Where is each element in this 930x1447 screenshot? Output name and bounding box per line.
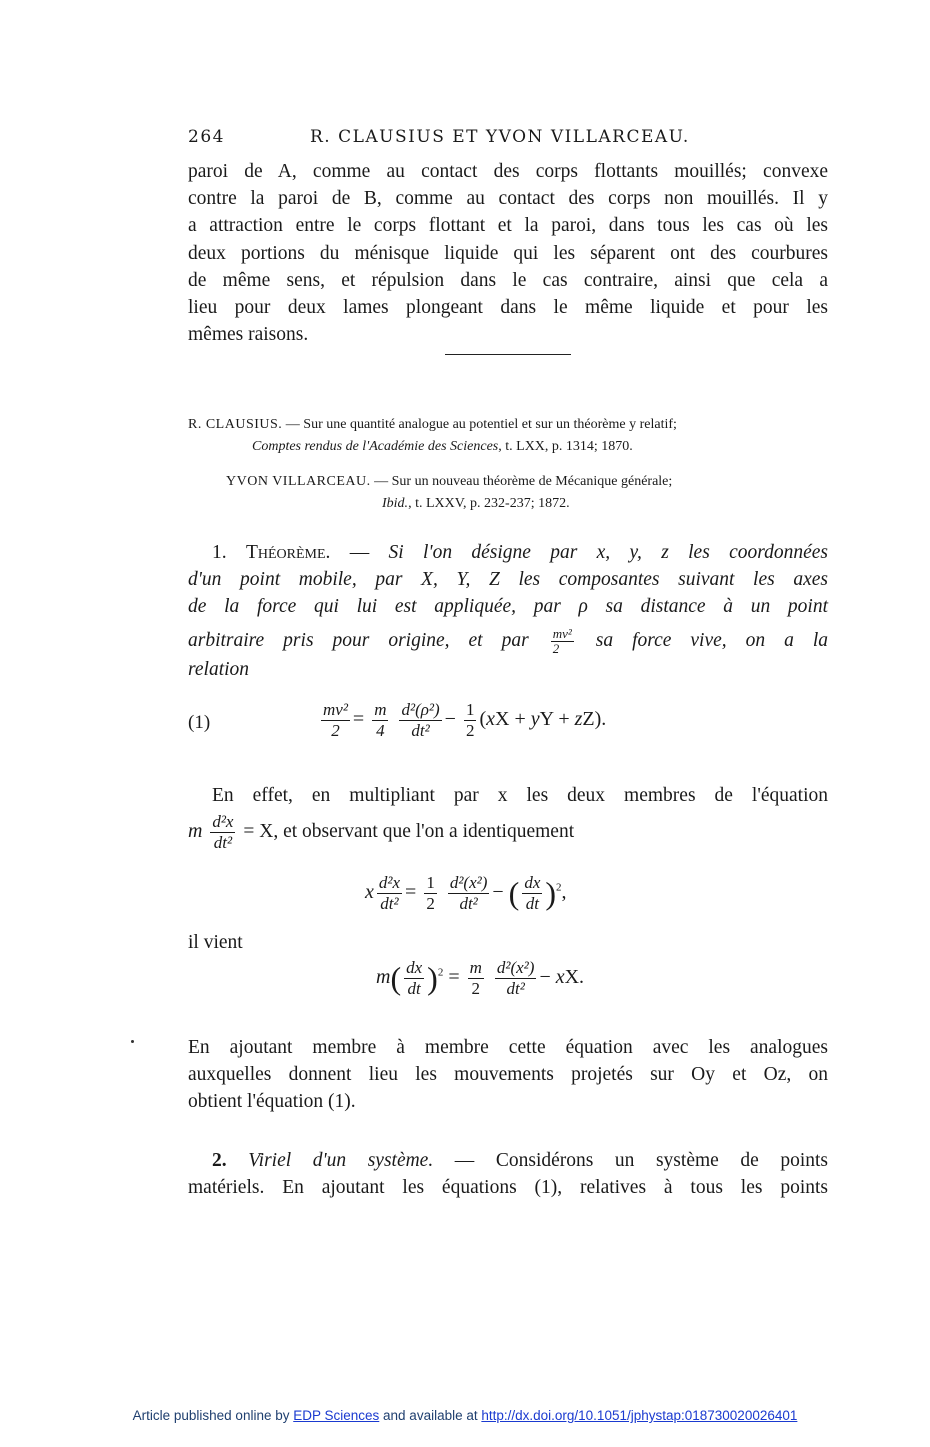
- ref-author: YVON VILLARCEAU.: [226, 474, 371, 489]
- footer-prefix: Article published online by: [132, 1408, 294, 1423]
- section-title: Viriel d'un système.: [248, 1150, 434, 1171]
- footer-middle: and available at: [379, 1408, 482, 1423]
- paragraph-sum: [188, 1034, 828, 1116]
- theorem-label: Théorème.: [245, 542, 331, 563]
- theorem-dash: —: [330, 542, 370, 563]
- publisher-link[interactable]: EDP Sciences: [293, 1408, 380, 1423]
- ref-details: , t. LXX, p. 1314; 1870.: [498, 439, 633, 454]
- il-vient: il vient: [188, 932, 243, 953]
- ref-journal: Comptes rendus de l'Académie des Sciences: [252, 439, 499, 454]
- publication-footer: [0, 1408, 930, 1423]
- equation-1: $\frac{\text{mv²}}{2}$ = $\frac{m}{4}$ $\frac{\text{d²(ρ²)}}{\text{dt²}}$ − $\frac{1}{2}$ (xX + yY + zZ).: [323, 700, 607, 740]
- theorem-text: sa force vive, on a la: [595, 629, 829, 651]
- proof-line-1: [188, 782, 828, 809]
- text-line: auxquelles donnent lieu les mouvements projetés sur Oy et Oz, on: [188, 1064, 828, 1086]
- section-2-line: matériels. En ajoutant les équations (1), relatives à tous les points: [188, 1177, 828, 1199]
- reference-1-cont: [252, 436, 633, 458]
- paragraph-top: [188, 158, 828, 348]
- equation-number: (1): [188, 712, 211, 733]
- equation-identity: x $\frac{\text{d²x}}{\text{dt²}}$ = $\frac{1}{2}$ $\frac{\text{d²(x²)}}{\text{dt²}}$ − ( $\frac{dx}{dt}$ )$^2$,: [365, 873, 567, 913]
- text-line: a attraction entre le corps flottant et la paroi, dans tous les cas où les: [188, 215, 828, 237]
- reference-1: [188, 414, 677, 436]
- proof-line-2: m $\frac{\text{d²x}}{\text{dt²}}$ = X, et observant que l'on a identiquement: [188, 812, 575, 852]
- ref-journal: Ibid.: [382, 496, 409, 511]
- section-2-line: [188, 1147, 828, 1174]
- theorem-line: relation: [188, 658, 250, 680]
- ref-author: R. CLAUSIUS.: [188, 417, 283, 432]
- theorem-number: 1.: [212, 542, 227, 563]
- equation-result: m( $\frac{dx}{dt}$ )$^2$ = $\frac{m}{2}$ $\frac{\text{d²(x²)}}{\text{dt²}}$ − xX.: [376, 958, 585, 998]
- text-line: = X, et observant que l'on a identiquement: [243, 820, 575, 842]
- reference-2-cont: [382, 493, 570, 515]
- theorem-line: d'un point mobile, par X, Y, Z les composantes suivant les axes: [188, 569, 828, 591]
- margin-mark: [131, 1040, 134, 1043]
- theorem-text: arbitraire pris pour origine, et par: [188, 629, 529, 651]
- ref-text: — Sur une quantité analogue au potentiel et sur un théorème y relatif;: [282, 417, 677, 432]
- theorem-text: Si l'on désigne par x, y, z les coordonnées: [388, 542, 829, 563]
- section-number: 2.: [212, 1150, 227, 1171]
- section-text: — Considérons un système de points: [433, 1150, 828, 1171]
- ref-text: — Sur un nouveau théorème de Mécanique générale;: [370, 474, 673, 489]
- kinetic-fraction: $\frac{\text{mv²}}{2}$: [552, 625, 572, 656]
- text-line: obtient l'équation (1).: [188, 1091, 356, 1113]
- theorem-line: [188, 539, 828, 566]
- text-line: deux portions du ménisque liquide qui les séparent ont des courbures: [188, 242, 828, 264]
- ref-details: , t. LXXV, p. 232-237; 1872.: [408, 496, 570, 511]
- text-line: paroi de A, comme au contact des corps flottants mouillés; convexe: [188, 161, 828, 182]
- running-header: [188, 127, 828, 149]
- text-line: contre la paroi de B, comme au contact des corps non mouillés. Il y: [188, 188, 828, 210]
- text-line: En effet, en multipliant par x les deux membres de l'équation: [212, 785, 828, 806]
- text-line: lieu pour deux lames plongeant dans le même liquide et pour les: [188, 297, 828, 319]
- theorem-line: de la force qui lui est appliquée, par ρ sa distance à un point: [188, 596, 828, 618]
- text-line: mêmes raisons.: [188, 324, 309, 346]
- theorem-line: [188, 627, 828, 656]
- theorem-block: [188, 539, 828, 683]
- section-divider: [445, 354, 571, 355]
- text-line: de même sens, et répulsion dans le cas contraire, ainsi que cela a: [188, 269, 828, 291]
- text-line: En ajoutant membre à membre cette équation avec les analogues: [188, 1037, 828, 1058]
- section-2: [188, 1147, 828, 1201]
- doi-link[interactable]: http://dx.doi.org/10.1051/jphystap:018730020026401: [481, 1408, 798, 1423]
- running-title: R. CLAUSIUS ET YVON VILLARCEAU.: [310, 127, 690, 147]
- reference-2: [226, 471, 672, 493]
- page-number: 264: [188, 127, 225, 147]
